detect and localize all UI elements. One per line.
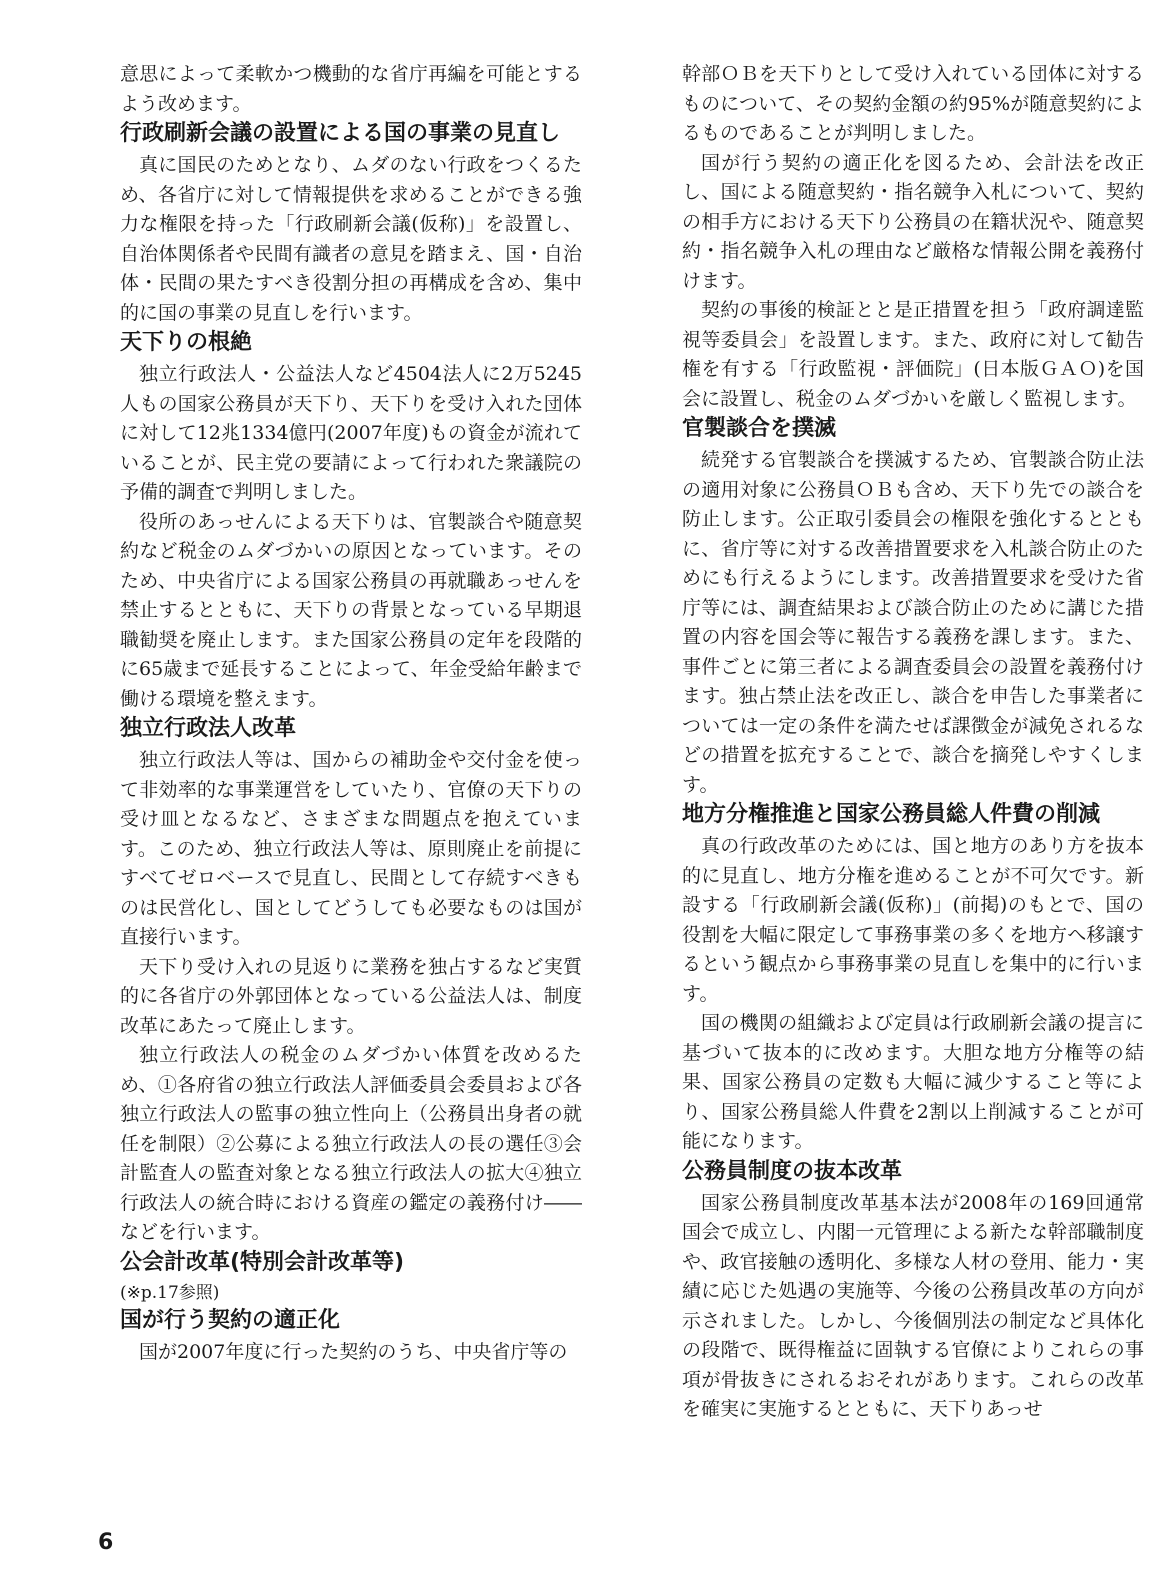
section-heading: 地方分権推進と国家公務員総人件費の削減 [682,802,1101,827]
section-heading: 国が行う契約の適正化 [120,1307,341,1333]
section-heading: 公会計改革(特別会計改革等) [120,1249,405,1275]
body-paragraph: 役所のあっせんによる天下りは、官製談合や随意契約など税金のムダづかいの原因となっています。そのため、中央省庁による国家公務員の再就職あっせんを禁止するとともに、天下りの背景となっている早期退職勧奨を廃止します。また国家公務員の定年を段階的に65歳まで延長することによって、年金受給年齢まで働ける環境を整えます。 [120,510,582,710]
body-paragraph: 国家公務員制度改革基本法が2008年の169回通常国会で成立し、内閣一元管理による新たな幹部職制度や、政官接触の透明化、多様な人材の登用、能力・実績に応じた処遇の実施等、今後の公務員改革の方向が示されました。しかし、今後個別法の制定など具体化の段階で、既得権益に固執する官僚によりこれらの事項が骨抜きにされるおそれがあります。これらの改革を確実に実施するとともに、天下りあっせ [682,1191,1144,1420]
body-paragraph: 国が2007年度に行った契約のうち、中央省庁等の [139,1340,568,1363]
body-paragraph: 契約の事後的検証とと是正措置を担う「政府調達監視等委員会」を設置します。また、政府に対して勧告権を有する「行政監視・評価院」(日本版ＧＡＯ)を国会に設置し、税金のムダづかいを厳しく監視します。 [682,299,1144,410]
body-paragraph: 国が行う契約の適正化を図るため、会計法を改正し、国による随意契約・指名競争入札について、契約の相手方における天下り公務員の在籍状況や、随意契約・指名競争入札の理由など厳格な情報公開を義務付けます。 [682,151,1144,292]
body-paragraph: 独立行政法人等は、国からの補助金や交付金を使って非効率的な事業運営をしていたり、官僚の天下りの受け皿となるなど、さまざまな問題点を抱えています。このため、独立行政法人等は、原則廃止を前提にすべてゼロベースで見直し、民間として存続すべきものは民営化し、国としてどうしても必要なものは国が直接行います。 [120,749,582,948]
left-intro-paragraph: 意思によって柔軟かつ機動的な省庁再編を可能とするよう改めます。 [120,63,582,115]
section-dokuritsu-gyosei-hojin [120,714,582,1248]
section-heading: 公務員制度の抜本改革 [682,1158,903,1184]
left-column [120,60,582,1367]
section-heading: 天下りの根絶 [120,330,253,355]
body-paragraph: 独立行政法人・公益法人など4504法人に2万5245人もの国家公務員が天下り、天下りを受け入れた団体に対して12兆1334億円(2007年度)もの資金が流れていることが、民主党の要請によって行われた衆議院の予備的調査で判明しました。 [120,363,582,503]
section-chiho-bunken [682,800,1144,1157]
body-paragraph: 国の機関の組織および定員は行政刷新会議の提言に基づいて抜本的に改めます。大胆な地方分権等の結果、国家公務員の定数も大幅に減少すること等により、国家公務員総人件費を2割以上削減することが可能になります。 [682,1012,1144,1152]
section-komuin-seido [682,1157,1144,1425]
body-paragraph: 続発する官製談合を撲滅するため、官製談合防止法の適用対象に公務員ＯＢも含め、天下り先での談合を防止します。公正取引委員会の権限を強化するとともに、省庁等に対する改善措置要求を入札談合防止のためにも行えるようにします。改善措置要求を受けた省庁等には、調査結果および談合防止のために講じた措置の内容を国会等に報告する義務を課します。また、事件ごとに第三者による調査委員会の設置を義務付けます。独占禁止法を改正し、談合を申告した事業者については一定の条件を満たせば課徴金が減免されるなどの措置を拡充することで、談合を摘発しやすくします。 [682,449,1144,796]
section-kokaikei [120,1248,582,1306]
body-paragraph: 独立行政法人の税金のムダづかい体質を改めるため、①各府省の独立行政法人評価委員会委員および各独立行政法人の監事の独立性向上（公務員出身者の就任を制限）②公募による独立行政法人の長の選任③会計監査人の監査対象となる独立行政法人の拡大④独立行政法人の統合時における資産の鑑定の義務付け――などを行います。 [120,1044,582,1243]
continued-paragraph: 幹部ＯＢを天下りとして受け入れている団体に対するものについて、その契約金額の約95%が随意契約によるものであることが判明しました。 [682,63,1144,144]
section-keiyaku-tekiseika [120,1306,582,1368]
section-kansei-dango [682,414,1144,800]
section-heading: 行政刷新会議の設置による国の事業の見直し [120,121,561,146]
section-heading: 官製談合を撲滅 [682,416,837,441]
body-paragraph: 真に国民のためとなり、ムダのない行政をつくるため、各省庁に対して情報提供を求めることができる強力な権限を持った「行政刷新会議(仮称)」を設置し、自治体関係者や民間有識者の意見を踏まえ、国・自治体・民間の果たすべき役割分担の再構成を含め、集中的に国の事業の見直しを行います。 [120,154,582,324]
section-heading: 独立行政法人改革 [120,716,297,741]
section-amakudari [120,328,582,714]
section-gyosei-sasshin [120,119,582,328]
page-number: 6 [98,1530,114,1555]
body-paragraph: 真の行政改革のためには、国と地方のあり方を抜本的に見直し、地方分権を進めることが不可欠です。新設する「行政刷新会議(仮称)」(前掲)のもとで、国の役割を大幅に限定して事務事業の多くを地方へ移譲するという観点から事務事業の見直しを集中的に行います。 [682,835,1144,1005]
reference-note: (※p.17参照) [120,1282,220,1303]
right-column [682,60,1144,1425]
body-paragraph: 天下り受け入れの見返りに業務を独占するなど実質的に各省庁の外郭団体となっている公益法人は、制度改革にあたって廃止します。 [120,955,582,1037]
